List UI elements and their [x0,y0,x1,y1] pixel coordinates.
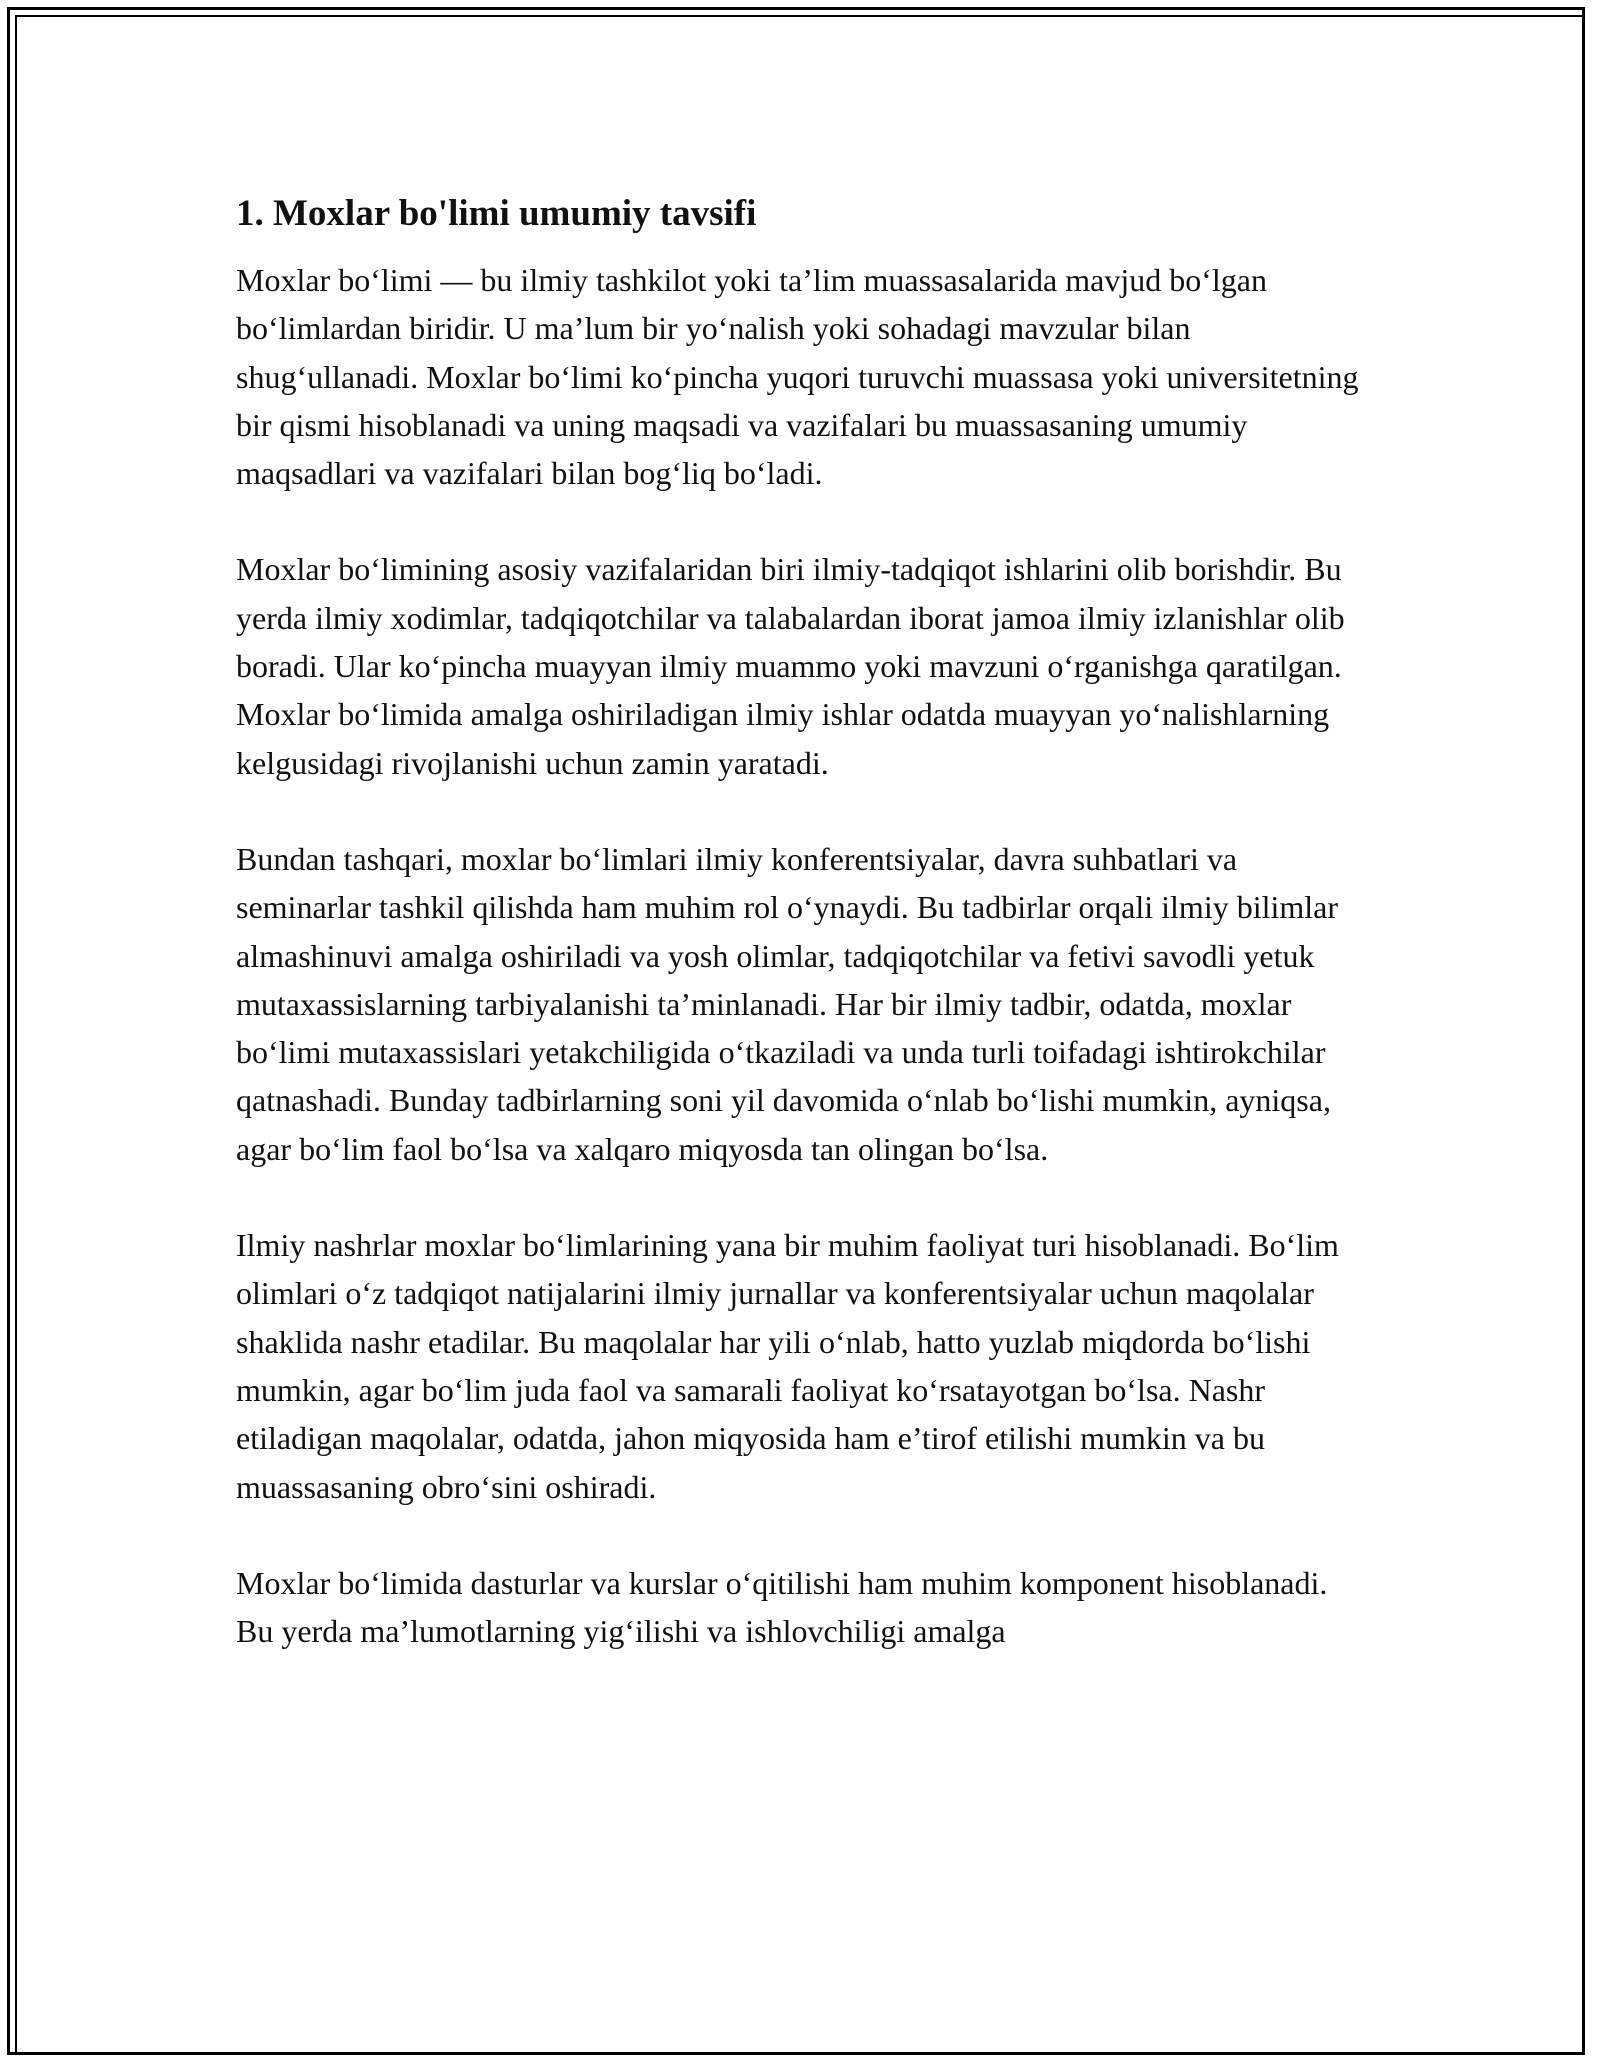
section-heading: 1. Moxlar bo'limi umumiy tavsifi [236,193,757,234]
paragraph-5: Moxlar bo‘limida dasturlar va kurslar o‘qitilishi ham muhim komponent hisoblanadi. Bu yerda ma’lumotlarning yig‘ilishi va ishlovchiligi amalga [236,1564,1328,1650]
paragraph-4: Ilmiy nashrlar moxlar bo‘limlarining yana bir muhim faoliyat turi hisoblanadi. Bo‘lim olimlari o‘z tadqiqot natijalarini ilmiy jurnallar va konferentsiyalar uchun maqolalar shaklida nashr etadilar. Bu maqolalar har yili o‘nlab, hatto yuzlab miqdorda bo‘lishi mumkin, agar bo‘lim juda faol va samarali faoliyat ko‘rsatayotgan bo‘lsa. Nashr etiladigan maqolalar, odatda, jahon miqyosida ham e’tirof etilishi mumkin va bu muassasaning obro‘sini oshiradi. [236,1227,1339,1505]
paragraph-1: Moxlar bo‘limi — bu ilmiy tashkilot yoki ta’lim muassasalarida mavjud bo‘lgan bo‘limlardan biridir. U ma’lum bir yo‘nalish yoki sohadagi mavzular bilan shug‘ullanadi. Moxlar bo‘limi ko‘pincha yuqori turuvchi muassasa yoki universitetning bir qismi hisoblanadi va uning maqsadi va vazifalari bu muassasaning umumiy maqsadlari va vazifalari bilan bog‘liq bo‘ladi. [236,262,1359,492]
document-body [236,188,1366,1703]
paragraph-3: Bundan tashqari, moxlar bo‘limlari ilmiy konferentsiyalar, davra suhbatlari va seminarlar tashkil qilishda ham muhim rol o‘ynaydi. Bu tadbirlar orqali ilmiy bilimlar almashinuvi amalga oshiriladi va yosh olimlar, tadqiqotchilar va fetivi savodli yetuk mutaxassislarning tarbiyalanishi ta’minlanadi. Har bir ilmiy tadbir, odatda, moxlar bo‘limi mutaxassislari yetakchiligida o‘tkaziladi va unda turli toifadagi ishtirokchilar qatnashadi. Bunday tadbirlarning soni yil davomida o‘nlab bo‘lishi mumkin, ayniqsa, agar bo‘lim faol bo‘lsa va xalqaro miqyosda tan olingan bo‘lsa. [236,840,1339,1167]
paragraph-2: Moxlar bo‘limining asosiy vazifalaridan biri ilmiy-tadqiqot ishlarini olib borishdir. Bu yerda ilmiy xodimlar, tadqiqotchilar va talabalardan iborat jamoa ilmiy izlanishlar olib boradi. Ular ko‘pincha muayyan ilmiy muammo yoki mavzuni o‘rganishga qaratilgan. Moxlar bo‘limida amalga oshiriladigan ilmiy ishlar odatda muayyan yo‘nalishlarning kelgusidagi rivojlanishi uchun zamin yaratadi. [236,551,1345,781]
